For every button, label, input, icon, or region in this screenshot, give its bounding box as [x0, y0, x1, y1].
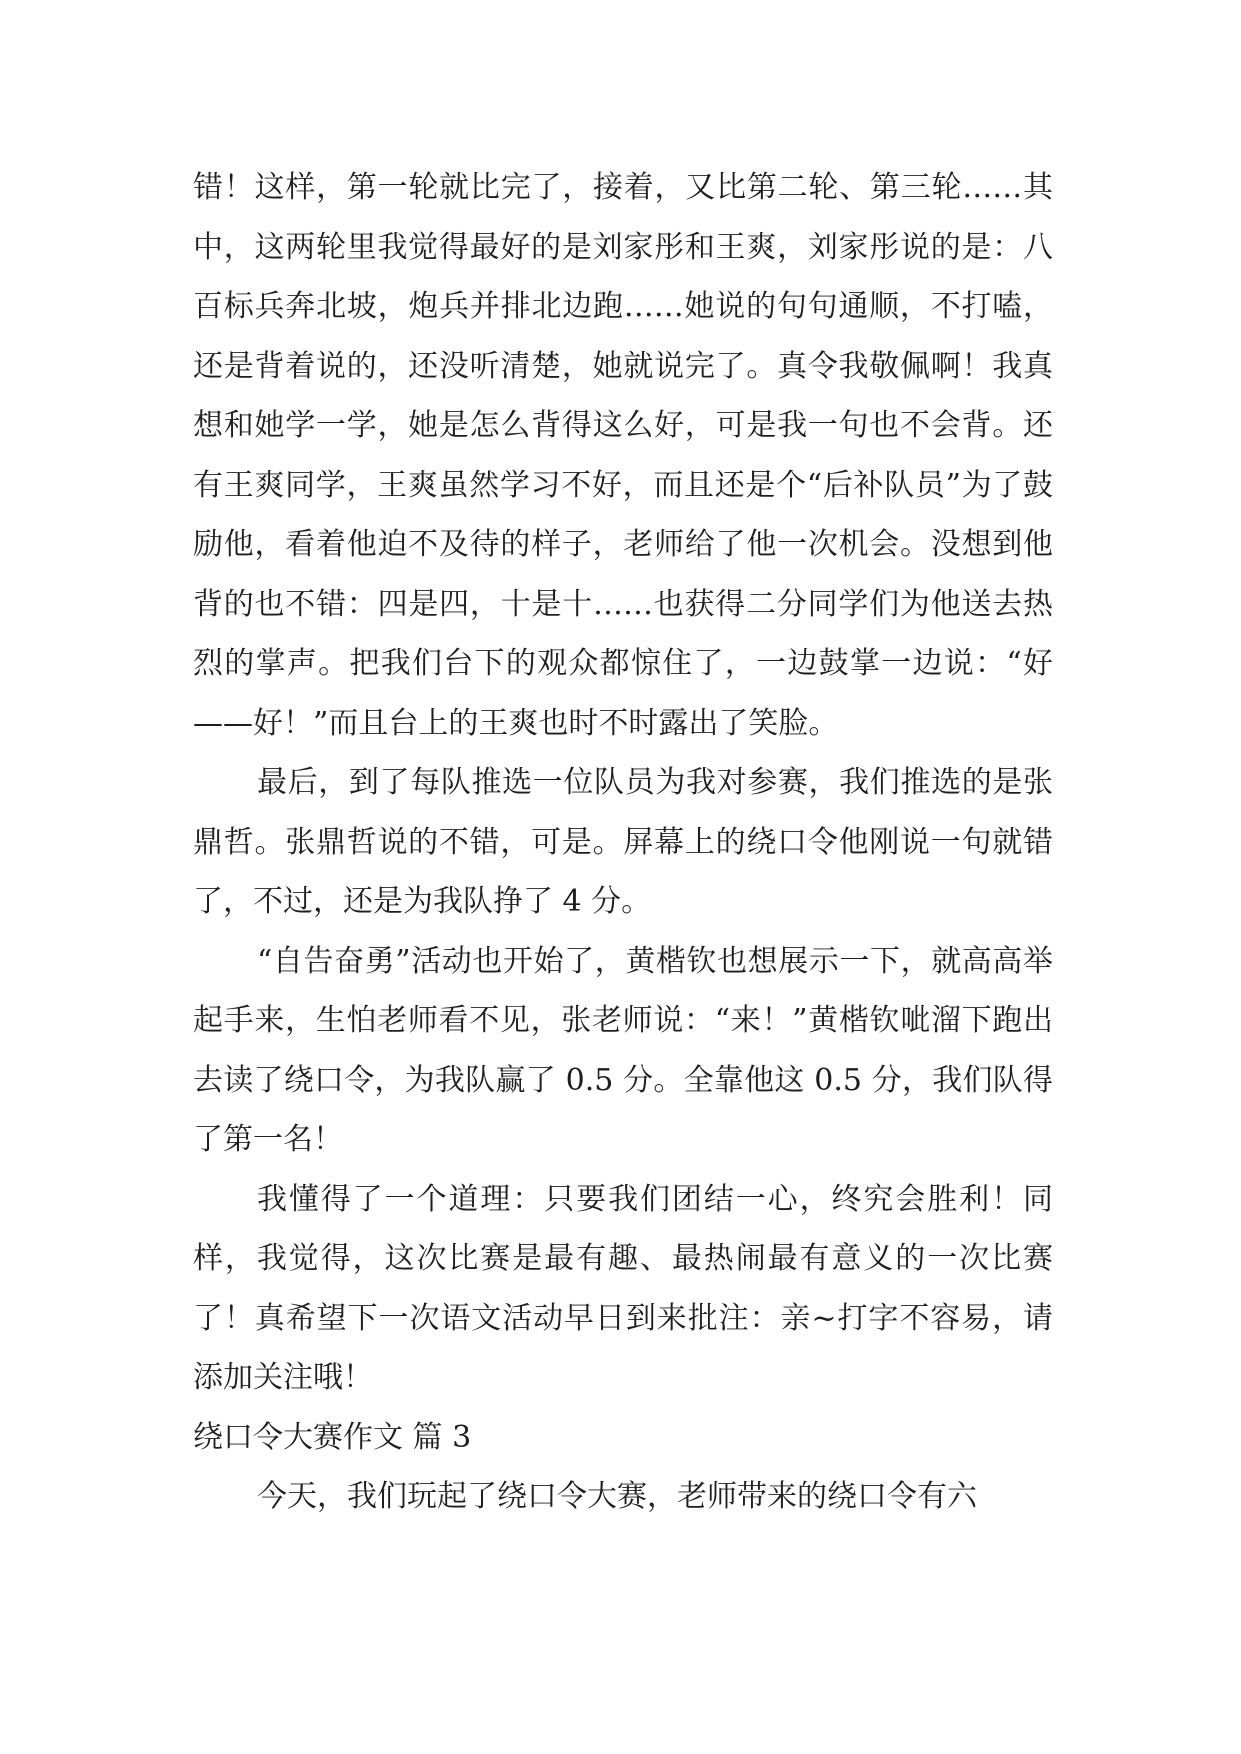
- section-heading: 绕口令大赛作文 篇 3: [193, 1419, 472, 1455]
- document-body: [193, 158, 1053, 1527]
- paragraph-continuation: 错！这样，第一轮就比完了，接着，又比第二轮、第三轮……其中，这两轮里我觉得最好的是刘家彤和王爽，刘家彤说的是：八百标兵奔北坡，炮兵并排北边跑……她说的句句通顺，不打嗑，还是背着说的，还没听清楚，她就说完了。真令我敬佩啊！我真想和她学一学，她是怎么背得这么好，可是我一句也不会背。还有王爽同学，王爽虽然学习不好，而且还是个“后补队员”为了鼓励他，看着他迫不及待的样子，老师给了他一次机会。没想到他背的也不错：四是四，十是十……也获得二分同学们为他送去热烈的掌声。把我们台下的观众都惊住了，一边鼓掌一边说：“好——好！”而且台上的王爽也时不时露出了笑脸。: [193, 170, 1053, 741]
- paragraph-conclusion: 我懂得了一个道理：只要我们团结一心，终究会胜利！同样，我觉得，这次比赛是最有趣、最热闹最有意义的一次比赛了！真希望下一次语文活动早日到来批注：亲~打字不容易，请添加关注哦！: [193, 1181, 1053, 1395]
- paragraph-volunteer: “自告奋勇”活动也开始了，黄楷钦也想展示一下，就高高举起手来，生怕老师看不见，张老师说：“来！”黄楷钦呲溜下跑出去读了绕口令，为我队赢了 0.5 分。全靠他这 0.5 分，我们队得了第一名！: [193, 943, 1053, 1157]
- paragraph-section-3-start: 今天，我们玩起了绕口令大赛，老师带来的绕口令有六: [257, 1479, 977, 1514]
- paragraph-final-round: 最后，到了每队推选一位队员为我对参赛，我们推选的是张鼎哲。张鼎哲说的不错，可是。屏幕上的绕口令他刚说一句就错了，不过，还是为我队挣了 4 分。: [193, 765, 1053, 919]
